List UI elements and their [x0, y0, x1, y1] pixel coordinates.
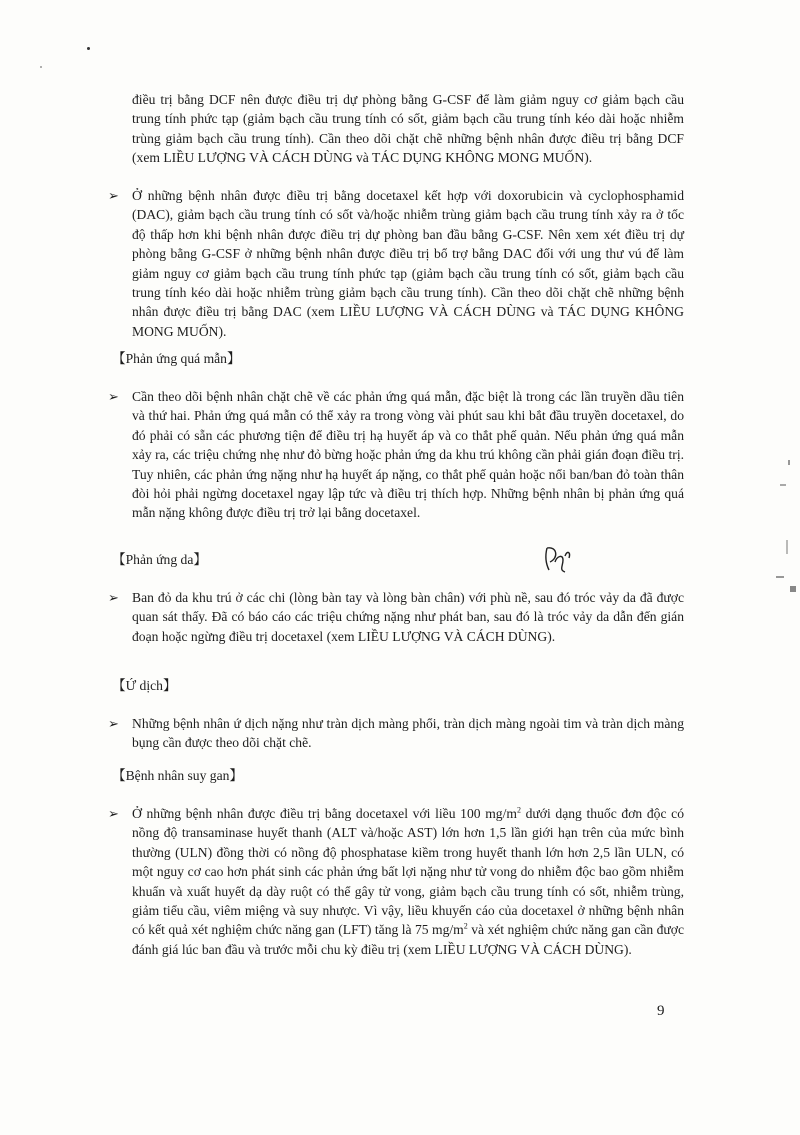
handwritten-initials: [541, 544, 575, 574]
bullet-arrow-icon: ➢: [108, 806, 119, 821]
bullet-arrow-icon: ➢: [108, 389, 119, 404]
liver-text-part2: dưới dạng thuốc đơn độc có nồng độ transaminase huyết thanh (ALT và/hoặc AST) lớn hơn 1,5 lần giới hạn trên của mức bình thường (ULN) đồng thời có nồng độ phosphatase kiềm trong huyết thanh lớn hơn 2,5 lần ULN, có một nguy cơ cao hơn phát sinh các phản ứng bất lợi nặng như tử vong do nhiễm độc bao gồm nhiễm khuẩn và xuất huyết dạ dày ruột có thể gây tử vong, giảm bạch cầu trung tính có sốt, nhiễm trùng, giảm tiểu cầu, viêm miệng và suy nhược. Vì vậy, liều khuyến cáo của docetaxel ở những bệnh nhân có kết quả xét nghiệm chức năng gan (LFT) tăng là 75 mg/m: [132, 806, 684, 938]
bullet-arrow-icon: ➢: [108, 188, 119, 203]
superscript: 2: [463, 921, 468, 931]
heading-skin-reactions: 【Phản ứng da】: [112, 552, 207, 567]
hypersensitivity-paragraph: Cần theo dõi bệnh nhân chặt chẽ về các phản ứng quá mẫn, đặc biệt là trong các lần truyền dầu tiên và thứ hai. Phản ứng quá mẫn có thể xảy ra trong vòng vài phút sau khi bắt đầu truyền docetaxel, do đó phải có sẵn các phương tiện để điều trị hạ huyết áp và co thắt phế quản. Nếu phản ứng quá mẫn xảy ra, các triệu chứng nhẹ như đỏ bừng hoặc phản ứng da khu trú không cần phải gián đoạn điều trị. Tuy nhiên, các phản ứng nặng như hạ huyết áp nặng, co thắt phế quản hoặc nổi ban/ban đỏ toàn thân đòi hỏi phải ngừng docetaxel ngay lập tức và điều trị thích hợp. Những bệnh nhân bị phản ứng quá mẫn nặng không được điều trị trở lại bằng docetaxel.: [132, 389, 684, 521]
edema-paragraph: Những bệnh nhân ứ dịch nặng như tràn dịch màng phổi, tràn dịch màng ngoài tim và tràn dịch màng bụng cần được theo dõi chặt chẽ.: [132, 716, 684, 751]
heading-hypersensitivity: 【Phản ứng quá mẫn】: [112, 351, 241, 366]
page-number: 9: [657, 1003, 665, 1019]
scan-edge-mark: [780, 484, 786, 486]
heading-fluid-retention: 【Ứ dịch】: [112, 678, 177, 693]
scan-edge-mark: [790, 586, 796, 592]
scan-edge-mark: [786, 540, 788, 554]
liver-paragraph: [132, 804, 684, 959]
skin-paragraph: Ban đỏ da khu trú ở các chi (lòng bàn tay và lòng bàn chân) với phù nề, sau đó tróc vảy da đã được quan sát thấy. Đã có báo cáo các triệu chứng nặng như phát ban, sau đó là tróc vảy da dẫn đến gián đoạn hoặc ngừng điều trị docetaxel (xem LIỀU LƯỢNG VÀ CÁCH DÙNG).: [132, 590, 684, 644]
liver-text-part3: và xét nghiệm chức năng gan cần được đánh giá lúc ban đầu và trước mỗi chu kỳ điều trị (xem LIỀU LƯỢNG VÀ CÁCH DÙNG).: [132, 922, 685, 957]
scan-edge-mark: [776, 576, 784, 578]
bullet-arrow-icon: ➢: [108, 590, 119, 605]
intro-paragraph: điều trị bằng DCF nên được điều trị dự phòng bằng G-CSF để làm giảm nguy cơ giảm bạch cầu trung tính phức tạp (giảm bạch cầu trung tính có sốt, giảm bạch cầu trung tính kéo dài hoặc nhiễm trùng giảm bạch cầu trung tính). Cần theo dõi chặt chẽ những bệnh nhân được điều trị bằng DCF (xem LIỀU LƯỢNG VÀ CÁCH DÙNG và TÁC DỤNG KHÔNG MONG MUỐN).: [132, 92, 684, 166]
scan-speck: [87, 47, 90, 50]
scan-speck: [40, 66, 42, 68]
liver-text-part1: Ở những bệnh nhân được điều trị bằng docetaxel với liều 100 mg/m: [132, 806, 517, 821]
superscript: 2: [516, 805, 521, 815]
heading-hepatic-impairment: 【Bệnh nhân suy gan】: [112, 768, 244, 783]
scan-edge-mark: [788, 460, 790, 465]
bullet-arrow-icon: ➢: [108, 716, 119, 731]
dac-paragraph: Ở những bệnh nhân được điều trị bằng docetaxel kết hợp với doxorubicin và cyclophosphamid (DAC), giảm bạch cầu trung tính có sốt và/hoặc nhiễm trùng giảm bạch cầu trung tính xảy ra ở tốc độ thấp hơn khi bệnh nhân được điều trị dự phòng ban đầu bằng G-CSF. Nên xem xét điều trị dự phòng bằng G-CSF ở những bệnh nhân được điều trị bổ trợ bằng DAC đối với ung thư vú để làm giảm nguy cơ giảm bạch cầu trung tính phức tạp (giảm bạch cầu trung tính có sốt, giảm bạch cầu trung tính kéo dài hoặc nhiễm trùng giảm bạch cầu trung tính). Cần theo dõi chặt chẽ những bệnh nhân được điều trị bằng DAC (xem LIỀU LƯỢNG VÀ CÁCH DÙNG và TÁC DỤNG KHÔNG MONG MUỐN).: [132, 188, 684, 339]
